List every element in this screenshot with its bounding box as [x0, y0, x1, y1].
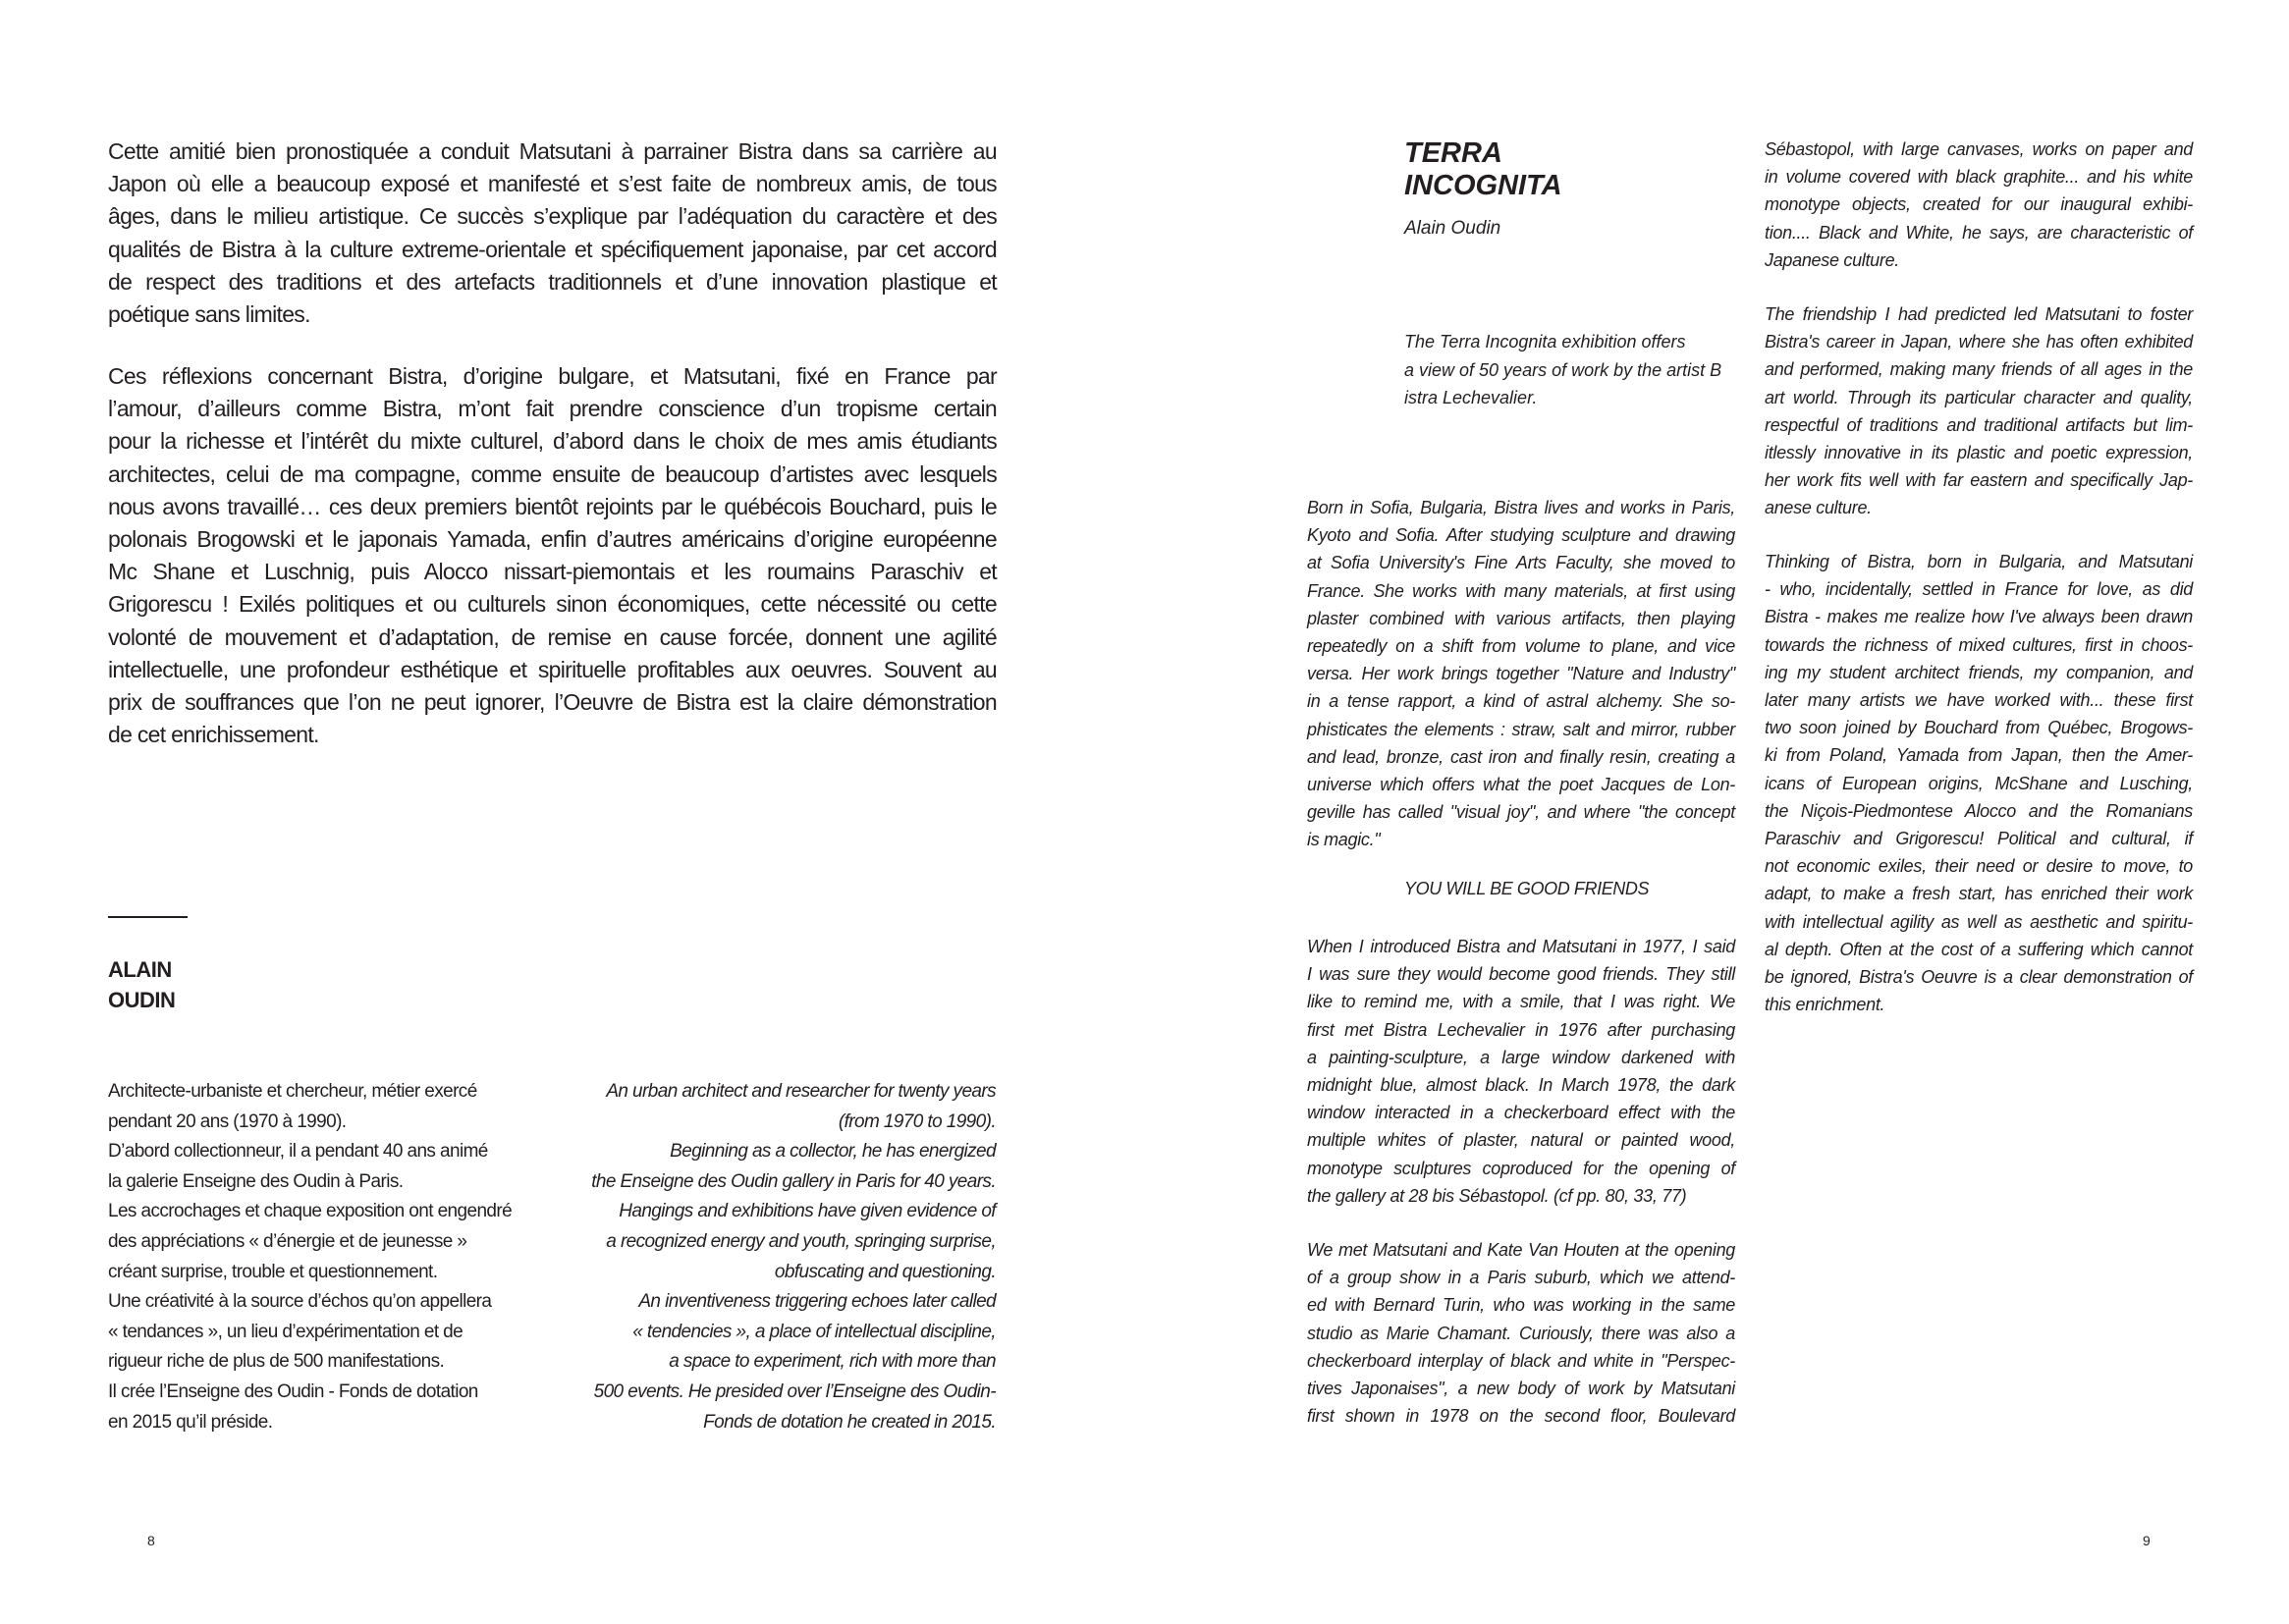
text-line: When I introduced Bistra and Matsutani in 1977, I said — [1307, 937, 1735, 956]
text-line: Paraschiv and Grigorescu! Political and cultural, if — [1765, 829, 2193, 849]
text-line: her work fits well with far eastern and specifically Jap- — [1765, 470, 2193, 491]
text-line: The Terra Incognita exhibition offers — [1404, 332, 1686, 352]
text-line: The friendship I had predicted led Matsutani to foster — [1765, 304, 2193, 324]
text-line: de respect des traditions et des artefacts traditionnels et d’une innovation plastique et — [108, 268, 997, 295]
text-line: not economic exiles, their need or desire to move, to — [1765, 856, 2193, 877]
text-line: de cet enrichissement. — [108, 722, 319, 748]
text-line: en 2015 qu’il préside. — [108, 1411, 273, 1433]
text-line: An urban architect and researcher for twenty years — [606, 1081, 996, 1102]
column2-paragraph-1 — [1765, 135, 2193, 274]
text-line: later many artists we have worked with... these first — [1765, 690, 2193, 711]
text-line: studio as Marie Chamant. Curiously, there was also a — [1307, 1323, 1735, 1343]
text-line: ed with Bernard Turin, who was working in the same — [1307, 1295, 1735, 1316]
text-line: ing my student architect friends, my companion, and — [1765, 662, 2193, 682]
text-line: tives Japonaises", a new body of work by Matsutani — [1307, 1379, 1735, 1399]
text-line: first shown in 1978 on the second floor, Boulevard — [1307, 1406, 1735, 1427]
text-line: volonté de mouvement et d’adaptation, de remise en cause forcée, donnent une agilité — [108, 623, 997, 650]
text-line: midnight blue, almost black. In March 1978, the dark — [1307, 1075, 1735, 1096]
text-line: adapt, to make a fresh start, has enriched their work — [1765, 884, 2193, 904]
text-line: Grigorescu ! Exilés politiques et ou culturels sinon économiques, cette nécessité ou cette — [108, 591, 997, 618]
text-line: Les accrochages et chaque exposition ont engendré — [108, 1201, 513, 1222]
author-last-name: OUDIN — [108, 988, 176, 1012]
column2-paragraph-3 — [1765, 548, 2193, 1018]
text-line: obfuscating and questioning. — [774, 1261, 996, 1282]
text-line: 500 events. He presided over l’Enseigne des Oudin- — [593, 1380, 996, 1402]
text-line: pendant 20 ans (1970 à 1990). — [108, 1110, 347, 1132]
text-line: and performed, making many friends of all ages in the — [1765, 359, 2193, 380]
text-line: - who, incidentally, settled in France for love, as did — [1765, 579, 2193, 600]
text-line: nous avons travaillé… ces deux premiers bientôt rejoints par le québécois Bouchard, puis le — [108, 493, 997, 519]
text-line: in a tense rapport, a kind of astral alchemy. She so- — [1307, 691, 1735, 712]
text-line: Bistra - makes me realize how I've always been drawn — [1765, 607, 2193, 627]
text-line: architectes, celui de ma compagne, comme ensuite de beaucoup d’artistes avec lesquels — [108, 460, 997, 487]
column1-paragraph-1 — [1307, 494, 1735, 854]
text-line: poétique sans limites. — [108, 301, 310, 328]
text-line: in volume covered with black graphite... and his white — [1765, 167, 2193, 188]
text-line: intellectuelle, une profondeur esthétique et spirituelle profitables aux oeuvres. Souvent au — [108, 656, 997, 682]
text-line: Bistra's career in Japan, where she has often exhibited — [1765, 332, 2193, 352]
text-line: towards the richness of mixed cultures, first in choos- — [1765, 634, 2193, 655]
column2-paragraph-2 — [1765, 300, 2193, 522]
text-line: a painting-sculpture, a large window darkened with — [1307, 1047, 1735, 1067]
author-name — [108, 954, 175, 1015]
text-line: at Sofia University's Fine Arts Faculty, she moved to — [1307, 553, 1735, 573]
text-line: a recognized energy and youth, springing surprise, — [606, 1230, 996, 1252]
text-line: the Enseigne des Oudin gallery in Paris for 40 years. — [591, 1170, 996, 1192]
text-line: respectful of traditions and traditional artifacts but lim- — [1765, 414, 2193, 435]
text-line: Architecte-urbaniste et chercheur, métier exercé — [108, 1081, 477, 1102]
text-line: anese culture. — [1765, 498, 1872, 518]
text-line: Born in Sofia, Bulgaria, Bistra lives and works in Paris, — [1307, 498, 1735, 517]
page-number-left: 8 — [147, 1533, 155, 1548]
text-line: « tendencies », a place of intellectual discipline, — [632, 1321, 996, 1342]
text-line: Fonds de dotation he created in 2015. — [703, 1411, 996, 1433]
text-line: Cette amitié bien pronostiquée a conduit Matsutani à parrainer Bistra dans sa carrière au — [108, 138, 997, 164]
text-line: I was sure they would become good friends. They still — [1307, 964, 1735, 985]
text-line: of a group show in a Paris suburb, which we attend- — [1307, 1268, 1735, 1288]
text-line: plaster combined with various artifacts, then playing — [1307, 608, 1735, 628]
text-line: monotype sculptures coproduced for the opening of — [1307, 1158, 1735, 1178]
text-line: like to remind me, with a smile, that I was right. We — [1307, 992, 1735, 1012]
bio-english — [573, 1077, 996, 1437]
text-line: Thinking of Bistra, born in Bulgaria, and Matsutani — [1765, 552, 2193, 571]
text-line: and lead, bronze, cast iron and finally resin, creating a — [1307, 746, 1735, 767]
title-line-2: INCOGNITA — [1404, 170, 1562, 201]
byline: Alain Oudin — [1404, 218, 1501, 239]
text-line: Hangings and exhibitions have given evidence of — [619, 1201, 996, 1222]
text-line: rigueur riche de plus de 500 manifestations. — [108, 1351, 445, 1373]
text-line: the Niçois-Piedmontese Alocco and the Romanians — [1765, 800, 2193, 821]
text-line: first met Bistra Lechevalier in 1976 after purchasing — [1307, 1019, 1735, 1040]
page-number-right: 9 — [2143, 1533, 2151, 1548]
text-line: Une créativité à la source d’échos qu’on appellera — [108, 1291, 492, 1313]
section-heading: YOU WILL BE GOOD FRIENDS — [1404, 879, 1650, 898]
text-line: a space to experiment, rich with more than — [669, 1351, 996, 1373]
text-line: window interacted in a checkerboard effect with the — [1307, 1103, 1735, 1123]
title-line-1: TERRA — [1404, 137, 1502, 169]
text-line: « tendances », un lieu d’expérimentation et de — [108, 1321, 463, 1342]
text-line: monotype objects, created for our inaugural exhibi- — [1765, 194, 2193, 215]
text-line: la galerie Enseigne des Oudin à Paris. — [108, 1170, 404, 1192]
text-line: is magic." — [1307, 830, 1381, 850]
text-line: ki from Poland, Yamada from Japan, then the Amer- — [1765, 745, 2193, 766]
bio-french — [108, 1077, 530, 1437]
column1-paragraph-2 — [1307, 933, 1735, 1210]
intro-text — [1404, 328, 1721, 412]
column1-paragraph-3 — [1307, 1236, 1735, 1430]
text-line: versa. Her work brings together "Nature and Industry" — [1307, 664, 1735, 684]
text-line: multiple whites of plaster, natural or painted wood, — [1307, 1130, 1735, 1151]
text-line: al depth. Often at the cost of a suffering which cannot — [1765, 939, 2193, 959]
text-line: Ces réflexions concernant Bistra, d’origine bulgare, et Matsutani, fixé en France par — [108, 363, 997, 389]
text-line: the gallery at 28 bis Sébastopol. (cf pp. 80, 33, 77) — [1307, 1185, 1687, 1206]
text-line: itlessly innovative in its plastic and poetic expression, — [1765, 443, 2193, 463]
text-line: Kyoto and Sofia. After studying sculpture and drawing — [1307, 525, 1735, 546]
text-line: geville has called "visual joy", and where "the concept — [1307, 802, 1735, 823]
text-line: l’amour, d’ailleurs comme Bistra, m’ont fait prendre conscience d’un tropisme certain — [108, 396, 997, 422]
french-paragraph-1 — [108, 135, 997, 331]
french-paragraph-2 — [108, 360, 997, 751]
text-line: Sébastopol, with large canvases, works on paper and — [1765, 139, 2193, 159]
divider-rule — [108, 916, 188, 918]
text-line: (from 1970 to 1990). — [838, 1110, 996, 1132]
text-line: âges, dans le milieu artistique. Ce succès s’explique par l’adéquation du caractère et des — [108, 203, 997, 230]
text-line: France. She works with many materials, at first using — [1307, 580, 1735, 601]
text-line: qualités de Bistra à la culture extreme-orientale et spécifiquement japonaise, par cet accord — [108, 236, 997, 262]
text-line: polonais Brogowski et le japonais Yamada, enfin d’autres américains d’origine européenne — [108, 526, 997, 553]
author-first-name: ALAIN — [108, 957, 172, 982]
text-line: Japanese culture. — [1765, 249, 1899, 270]
text-line: this enrichment. — [1765, 995, 1885, 1015]
text-line: prix de souffrances que l’on ne peut ignorer, l’Oeuvre de Bistra est la claire démonstration — [108, 689, 997, 716]
text-line: des appréciations « d’énergie et de jeunesse » — [108, 1230, 467, 1252]
text-line: créant surprise, trouble et questionnement. — [108, 1261, 438, 1282]
text-line: with intellectual agility as well as aesthetic and spiritu- — [1765, 911, 2193, 932]
text-line: repeatedly on a shift from volume to plane, and vice — [1307, 636, 1735, 657]
text-line: phisticates the elements : straw, salt and mirror, rubber — [1307, 719, 1735, 739]
text-line: be ignored, Bistra's Oeuvre is a clear demonstration of — [1765, 967, 2193, 988]
text-line: istra Lechevalier. — [1404, 388, 1538, 407]
article-title — [1404, 137, 1562, 202]
text-line: Japon où elle a beaucoup exposé et manifesté et s’est faite de nombreux amis, de tous — [108, 171, 997, 197]
text-line: An inventiveness triggering echoes later called — [638, 1291, 996, 1313]
text-line: checkerboard interplay of black and white in "Perspec- — [1307, 1350, 1735, 1371]
text-line: a view of 50 years of work by the artist B — [1404, 359, 1722, 380]
text-line: tion.... Black and White, he says, are characteristic of — [1765, 222, 2193, 243]
text-line: two soon joined by Bouchard from Québec, Brogows- — [1765, 718, 2193, 738]
text-line: D’abord collectionneur, il a pendant 40 ans animé — [108, 1141, 488, 1163]
text-line: Mc Shane et Luschnig, puis Alocco nissart-piemontais et les roumains Paraschiv et — [108, 559, 997, 585]
text-line: Il crée l’Enseigne des Oudin - Fonds de dotation — [108, 1380, 478, 1402]
text-line: universe which offers what the poet Jacques de Lon- — [1307, 775, 1735, 795]
text-line: We met Matsutani and Kate Van Houten at the opening — [1307, 1240, 1735, 1260]
text-line: art world. Through its particular character and quality, — [1765, 387, 2193, 407]
text-line: pour la richesse et l’intérêt du mixte culturel, d’abord dans le choix de mes amis étudiants — [108, 428, 997, 455]
text-line: Beginning as a collector, he has energized — [670, 1141, 996, 1163]
text-line: icans of European origins, McShane and Lusching, — [1765, 773, 2193, 793]
